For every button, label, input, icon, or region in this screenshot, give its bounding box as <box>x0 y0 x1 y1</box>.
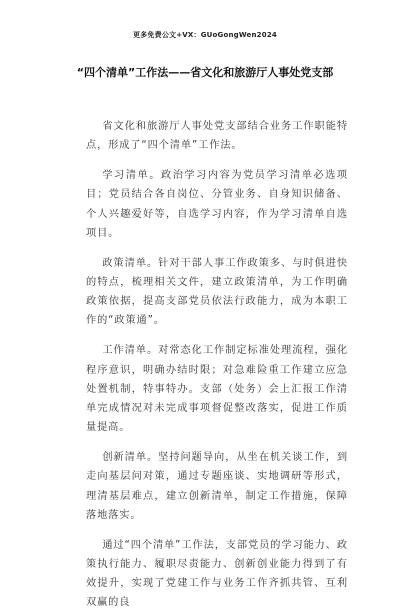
paragraph-conclusion: 通过“四个清单”工作法，支部党员的学习能力、政策执行能力、履职尽责能力、创新创业能力得到了有效提升，实现了党建工作与业务工作齐抓共管、互利双赢的良 <box>86 539 348 609</box>
paragraph-study-list: 学习清单。政治学习内容为党员学习清单必选项目；党员结合各自岗位、分管业务、自身知识储备、个人兴趣爱好等，自选学习内容，作为学习清单自选项目。 <box>86 170 348 239</box>
header-note: 更多免费公文+VX：GUoGongWen2024 <box>133 31 277 39</box>
paragraph-innovation-list: 创新清单。坚持问题导向，从坐在机关谈工作，到走向基层问对策，通过专题座谈、实地调研等形式，理清基层难点，建立创新清单，制定工作措施，保障落地落实。 <box>86 452 348 521</box>
paragraph-intro: 省文化和旅游厅人事处党支部结合业务工作职能特点，形成了“四个清单”工作法。 <box>86 121 348 152</box>
paragraph-work-list: 工作清单。对常态化工作制定标准处理流程，强化程序意识，明确办结时限；对急难险重工作建立应急处置机制，特事特办。支部（处务）会上汇报工作清单完成情况对未完成事项督促整改落实，促进工作质量提高。 <box>86 345 348 434</box>
document-body <box>86 117 348 613</box>
document-title: “四个清单”工作法——省文化和旅游厅人事处党支部 <box>76 66 334 79</box>
paragraph-policy-list: 政策清单。针对干部人事工作政策多、与时俱进快的特点，梳理相关文件，建立政策清单，为工作明确政策依据，提高支部党员依法行政能力，成为本职工作的“政策通”。 <box>86 257 348 327</box>
